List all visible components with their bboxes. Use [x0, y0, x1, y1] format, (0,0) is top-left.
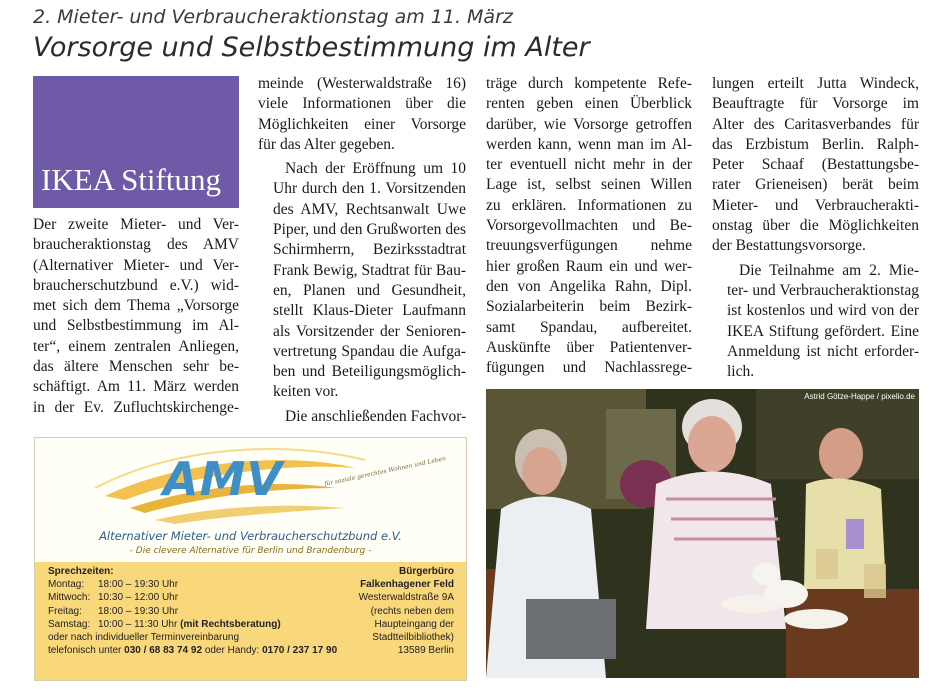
text-line: Die anschließenden Fachvor- [285, 407, 467, 425]
text-line: meinde (Westerwaldstraße 16) [258, 75, 466, 92]
text-line: Frank Bewig, Stadtrat für Bau- [273, 261, 466, 279]
text-line: braucheraktionstag des AMV [33, 236, 239, 254]
text-line: met sich dem Thema „Vorsorge [33, 297, 239, 315]
paragraph [486, 74, 692, 378]
text-line: Anmeldung ist nicht erforder- [727, 342, 919, 360]
logo-text: IKEA Stiftung [41, 162, 221, 197]
hours-row: Freitag: 18:00 – 19:30 Uhr [48, 605, 179, 617]
office-title: Bürgerbüro [399, 566, 454, 577]
text-line: ist kostenlos und wird von der [727, 302, 919, 320]
text-line: als Vorsitzender der Senioren- [273, 322, 466, 340]
text-line: ter“, einem zentralen Anliegen, [33, 337, 239, 355]
text-line: Die Teilnahme am 2. Mie- [739, 261, 919, 279]
paragraph [258, 407, 466, 427]
hours-title: Sprechzeiten: [48, 566, 114, 577]
text-line: lungen erteilt Jutta Windeck, [712, 75, 919, 92]
organization-slogan: - Die clevere Alternative für Berlin und Brandenburg - [129, 546, 372, 556]
text-line: in der Ev. Zufluchtskirchenge- [33, 398, 239, 416]
ad-logo-area [35, 438, 466, 562]
address-line: Haupteingang der [374, 618, 454, 630]
paragraph [258, 159, 466, 403]
text-line: zu erklären. Informationen zu [486, 196, 692, 214]
text-line: für das Alter gegeben. [258, 135, 395, 153]
article-column-3 [486, 74, 692, 378]
photo-illustration [486, 389, 919, 678]
hours-row: Samstag: 10:00 – 11:30 Uhr (mit Rechtsberatung) [48, 618, 281, 630]
text-line: Beauftragte für Vorsorge im [712, 95, 919, 113]
text-line: viele Informationen über die [258, 95, 466, 113]
address-line: Stadtteilbibliothek) [372, 632, 454, 644]
office-address [359, 565, 454, 657]
text-line: ter- und Verbraucheraktionstag [727, 281, 919, 299]
seniors-photo [486, 389, 919, 678]
amv-logo-word: AMV [163, 452, 283, 506]
text-line: träge durch kompetente Refe- [486, 75, 692, 92]
text-line: fügungen und Nachlassrege- [486, 359, 692, 377]
phone-line: telefonisch unter 030 / 68 83 74 92 oder Handy: 0170 / 237 17 90 [48, 645, 338, 657]
address-line: Westerwaldstraße 9A [358, 592, 454, 604]
text-line: Lage ist, selbst seinen Willen [486, 176, 692, 194]
hours-row: Mittwoch: 10:30 – 12:00 Uhr [48, 592, 179, 604]
paragraph [712, 74, 919, 257]
ad-info-band [35, 562, 466, 680]
text-line: samt Spandau, aufbereitet. [486, 318, 692, 336]
text-line: IKEA Stiftung gefördert. Eine [727, 322, 919, 340]
paragraph [33, 215, 239, 418]
text-line: der Bestattungsvorsorge. [712, 237, 866, 255]
text-line: ter eventuell nicht mehr in der [486, 156, 692, 174]
photo-credit: Astrid Götze-Happe / pixelio.de [804, 392, 915, 401]
appointment-note: oder nach individueller Terminvereinbarung [48, 632, 240, 644]
paragraph [258, 74, 466, 155]
text-line: und Selbstbestimmung im Al- [33, 317, 239, 335]
text-line: Nach der Eröffnung um 10 [285, 160, 466, 178]
text-line: das Erzbistum Berlin. Ralph- [712, 135, 919, 153]
text-line: schäftigt. Am 11. März werden [33, 378, 239, 396]
text-line: hier großen Raum ein und wer- [486, 257, 692, 275]
amv-advertisement [34, 437, 467, 681]
text-line: ben und Beteiligungsmöglich- [273, 363, 466, 381]
text-line: Alter des Caritasverbandes für [712, 115, 919, 133]
text-line: onstag über die Möglichkeiten [712, 217, 919, 235]
ikea-stiftung-logo [33, 76, 239, 208]
text-line: Auskünfte über Patientenver- [486, 338, 692, 356]
amv-tagline: für soziale gerechtes Wohnen und Leben [323, 455, 447, 488]
text-line: braucherschutzbund e.V.) wid- [33, 276, 239, 294]
office-hours [48, 565, 337, 657]
text-line: Der zweite Mieter- und Ver- [33, 216, 239, 233]
text-line: renten geben einen Überblick [486, 95, 692, 113]
article-column-4 [712, 74, 919, 382]
headline: Vorsorge und Selbstbestimmung im Alter [33, 32, 590, 63]
article-column-1 [33, 215, 239, 418]
article-column-2 [258, 74, 466, 427]
text-line: Uhr durch den 1. Vorsitzenden [273, 180, 466, 198]
office-name: Falkenhagener Feld [360, 579, 454, 591]
text-line: Peter Schaaf (Bestattungsbe- [712, 156, 919, 174]
hours-row: Montag: 18:00 – 19:30 Uhr [48, 579, 179, 591]
text-line: treuungsverfügungen nehme [486, 237, 692, 255]
text-line: rater Grieneisen) berät beim [712, 176, 919, 194]
text-line: Vorsorgevollmachten und Be- [486, 217, 692, 235]
text-line: lich. [727, 363, 755, 381]
text-line: des AMV, Rechtsanwalt Uwe [273, 200, 466, 218]
text-line: en, Planen und Gesundheit, [273, 281, 466, 299]
text-line: vertretung Spandau die Aufga- [273, 342, 466, 360]
organization-name: Alternativer Mieter- und Verbraucherschutzbund e.V. [99, 529, 402, 543]
text-line: stellt Klaus-Dieter Laufmann [273, 302, 466, 320]
text-line: den von Angelika Rahn, Dipl. [486, 277, 692, 295]
text-line: Mieter- und Verbraucherakti- [712, 196, 919, 214]
text-line: Piper, und den Grußworten des [273, 221, 466, 239]
text-line: werden kann, wenn man im Al- [486, 135, 692, 153]
address-line: 13589 Berlin [397, 645, 454, 657]
kicker: 2. Mieter- und Verbraucheraktionstag am 11. März [33, 6, 513, 28]
address-line: (rechts neben dem [370, 605, 454, 617]
text-line: darüber, wie Vorsorge getroffen [486, 115, 692, 133]
text-line: Schirmherrn, Bezirksstadtrat [273, 241, 466, 259]
paragraph [712, 261, 919, 383]
text-line: Möglichkeiten einer Vorsorge [258, 115, 466, 133]
text-line: keiten vor. [273, 383, 339, 401]
text-line: (Alternativer Mieter- und Ver- [33, 256, 239, 274]
text-line: das ältere Menschen sehr be- [33, 358, 239, 376]
text-line: Sozialarbeiterin beim Bezirk- [486, 298, 692, 316]
